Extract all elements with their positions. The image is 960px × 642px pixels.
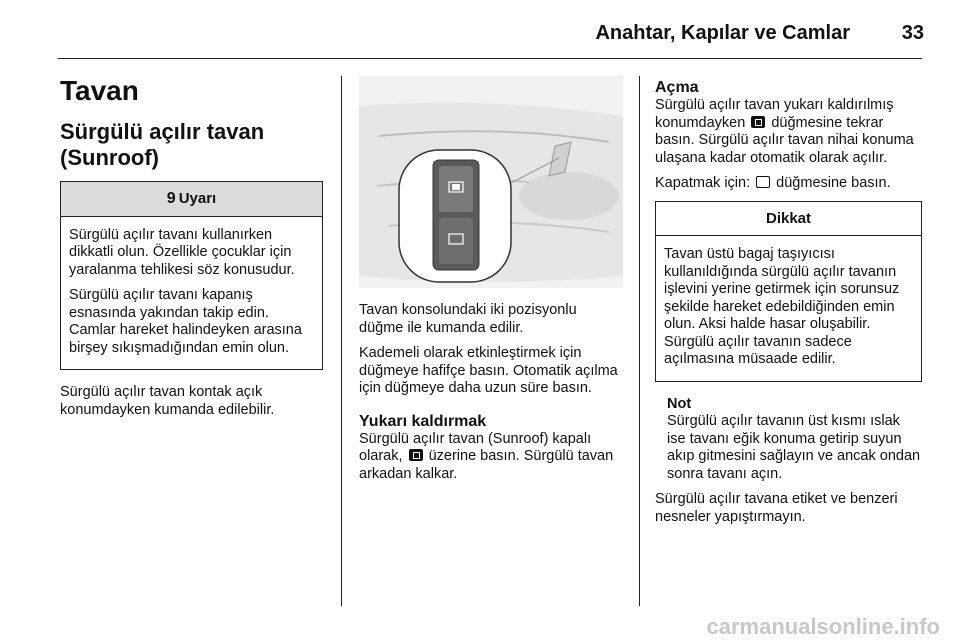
column-divider-1 — [341, 76, 342, 606]
close-button-icon — [756, 176, 770, 188]
note-title: Not — [667, 395, 692, 412]
lift-text-after: üzerine basın. Sürgülü tavan arkadan kalkar. — [359, 448, 614, 482]
note-paragraph: Sürgülü açılır tavanın üst kısmı ıslak ise tavanı eğik konuma getirip suyun akıp gitmesini sağlayın ve ancak ondan sonra tavanı açın. — [667, 413, 921, 482]
open-heading: Açma — [655, 79, 699, 96]
body-paragraph: Sürgülü açılır tavana etiket ve benzeri nesneler yapıştırmayın. — [655, 491, 898, 525]
column-2 — [359, 76, 623, 491]
note-block — [655, 396, 922, 484]
column-divider-2 — [639, 76, 640, 606]
subsection-title: Sürgülü açılır tavan (Sunroof) — [60, 119, 265, 170]
open-text-after: düğmesine tekrar basın. Sürgülü açılır tavan nihai konuma ulaşana kadar otomatik olarak açılır. — [655, 114, 914, 166]
column-1 — [60, 75, 323, 427]
warning-box — [60, 181, 323, 370]
warning-box-body — [61, 217, 322, 370]
open-text-before: Sürgülü açılır tavan yukarı kaldırılmış konumdayken — [655, 97, 894, 131]
caution-paragraph: Tavan üstü bagaj taşıyıcısı kullanıldığında sürgülü açılır tavanın işlevini yerine getirmek için sorunsuz şekilde hareket edebildiğinden emin olun. Aksi halde hasar oluşabilir. Sürgülü açılır tavanın sadece açılmasına müsaade edilir. — [664, 246, 900, 367]
tilt-button-icon — [409, 449, 423, 461]
warning-paragraph: Sürgülü açılır tavanı kullanırken dikkatli olun. Özellikle çocuklar için yaralanma tehlikesi söz konusudur. — [69, 226, 295, 278]
body-paragraph: Tavan konsolundaki iki pozisyonlu düğme ile kumanda edilir. — [359, 302, 577, 336]
close-text-after: düğmesine basın. — [776, 175, 891, 191]
caution-box-body — [656, 236, 921, 381]
body-paragraph: Sürgülü açılır tavan kontak açık konumdayken kumanda edilebilir. — [60, 384, 275, 418]
lift-heading: Yukarı kaldırmak — [359, 412, 487, 430]
sunroof-switch-drawing — [359, 76, 623, 288]
column-3 — [655, 78, 922, 534]
warning-icon: 9 — [166, 190, 176, 207]
lift-text-before: Sürgülü açılır tavan (Sunroof) kapalı olarak, — [359, 430, 592, 464]
caution-box-header: Dikkat — [656, 202, 921, 237]
caution-box — [655, 201, 922, 382]
warning-title: Uyarı — [178, 190, 217, 207]
page-number: 33 — [901, 22, 924, 44]
close-paragraph — [655, 175, 922, 193]
warning-paragraph: Sürgülü açılır tavanı kapanış esnasında yakından takip edin. Camlar hareket halindeyken arasına birşey sıkışmadığından emin olun. — [69, 287, 302, 356]
page-header-title: Anahtar, Kapılar ve Camlar — [595, 22, 850, 44]
section-title: Tavan — [60, 75, 139, 106]
tilt-button-icon — [751, 116, 765, 128]
warning-box-header — [61, 182, 322, 217]
sunroof-switch-illustration — [359, 76, 623, 288]
lift-paragraph — [359, 431, 623, 484]
open-paragraph — [655, 97, 922, 167]
body-paragraph: Kademeli olarak etkinleştirmek için düğmeye hafifçe basın. Otomatik açılma için düğmeye daha uzun süre basın. — [359, 345, 618, 396]
close-text-before: Kapatmak için: — [655, 175, 751, 191]
header-divider — [58, 58, 922, 59]
watermark: carmanualsonline.info — [706, 614, 940, 639]
